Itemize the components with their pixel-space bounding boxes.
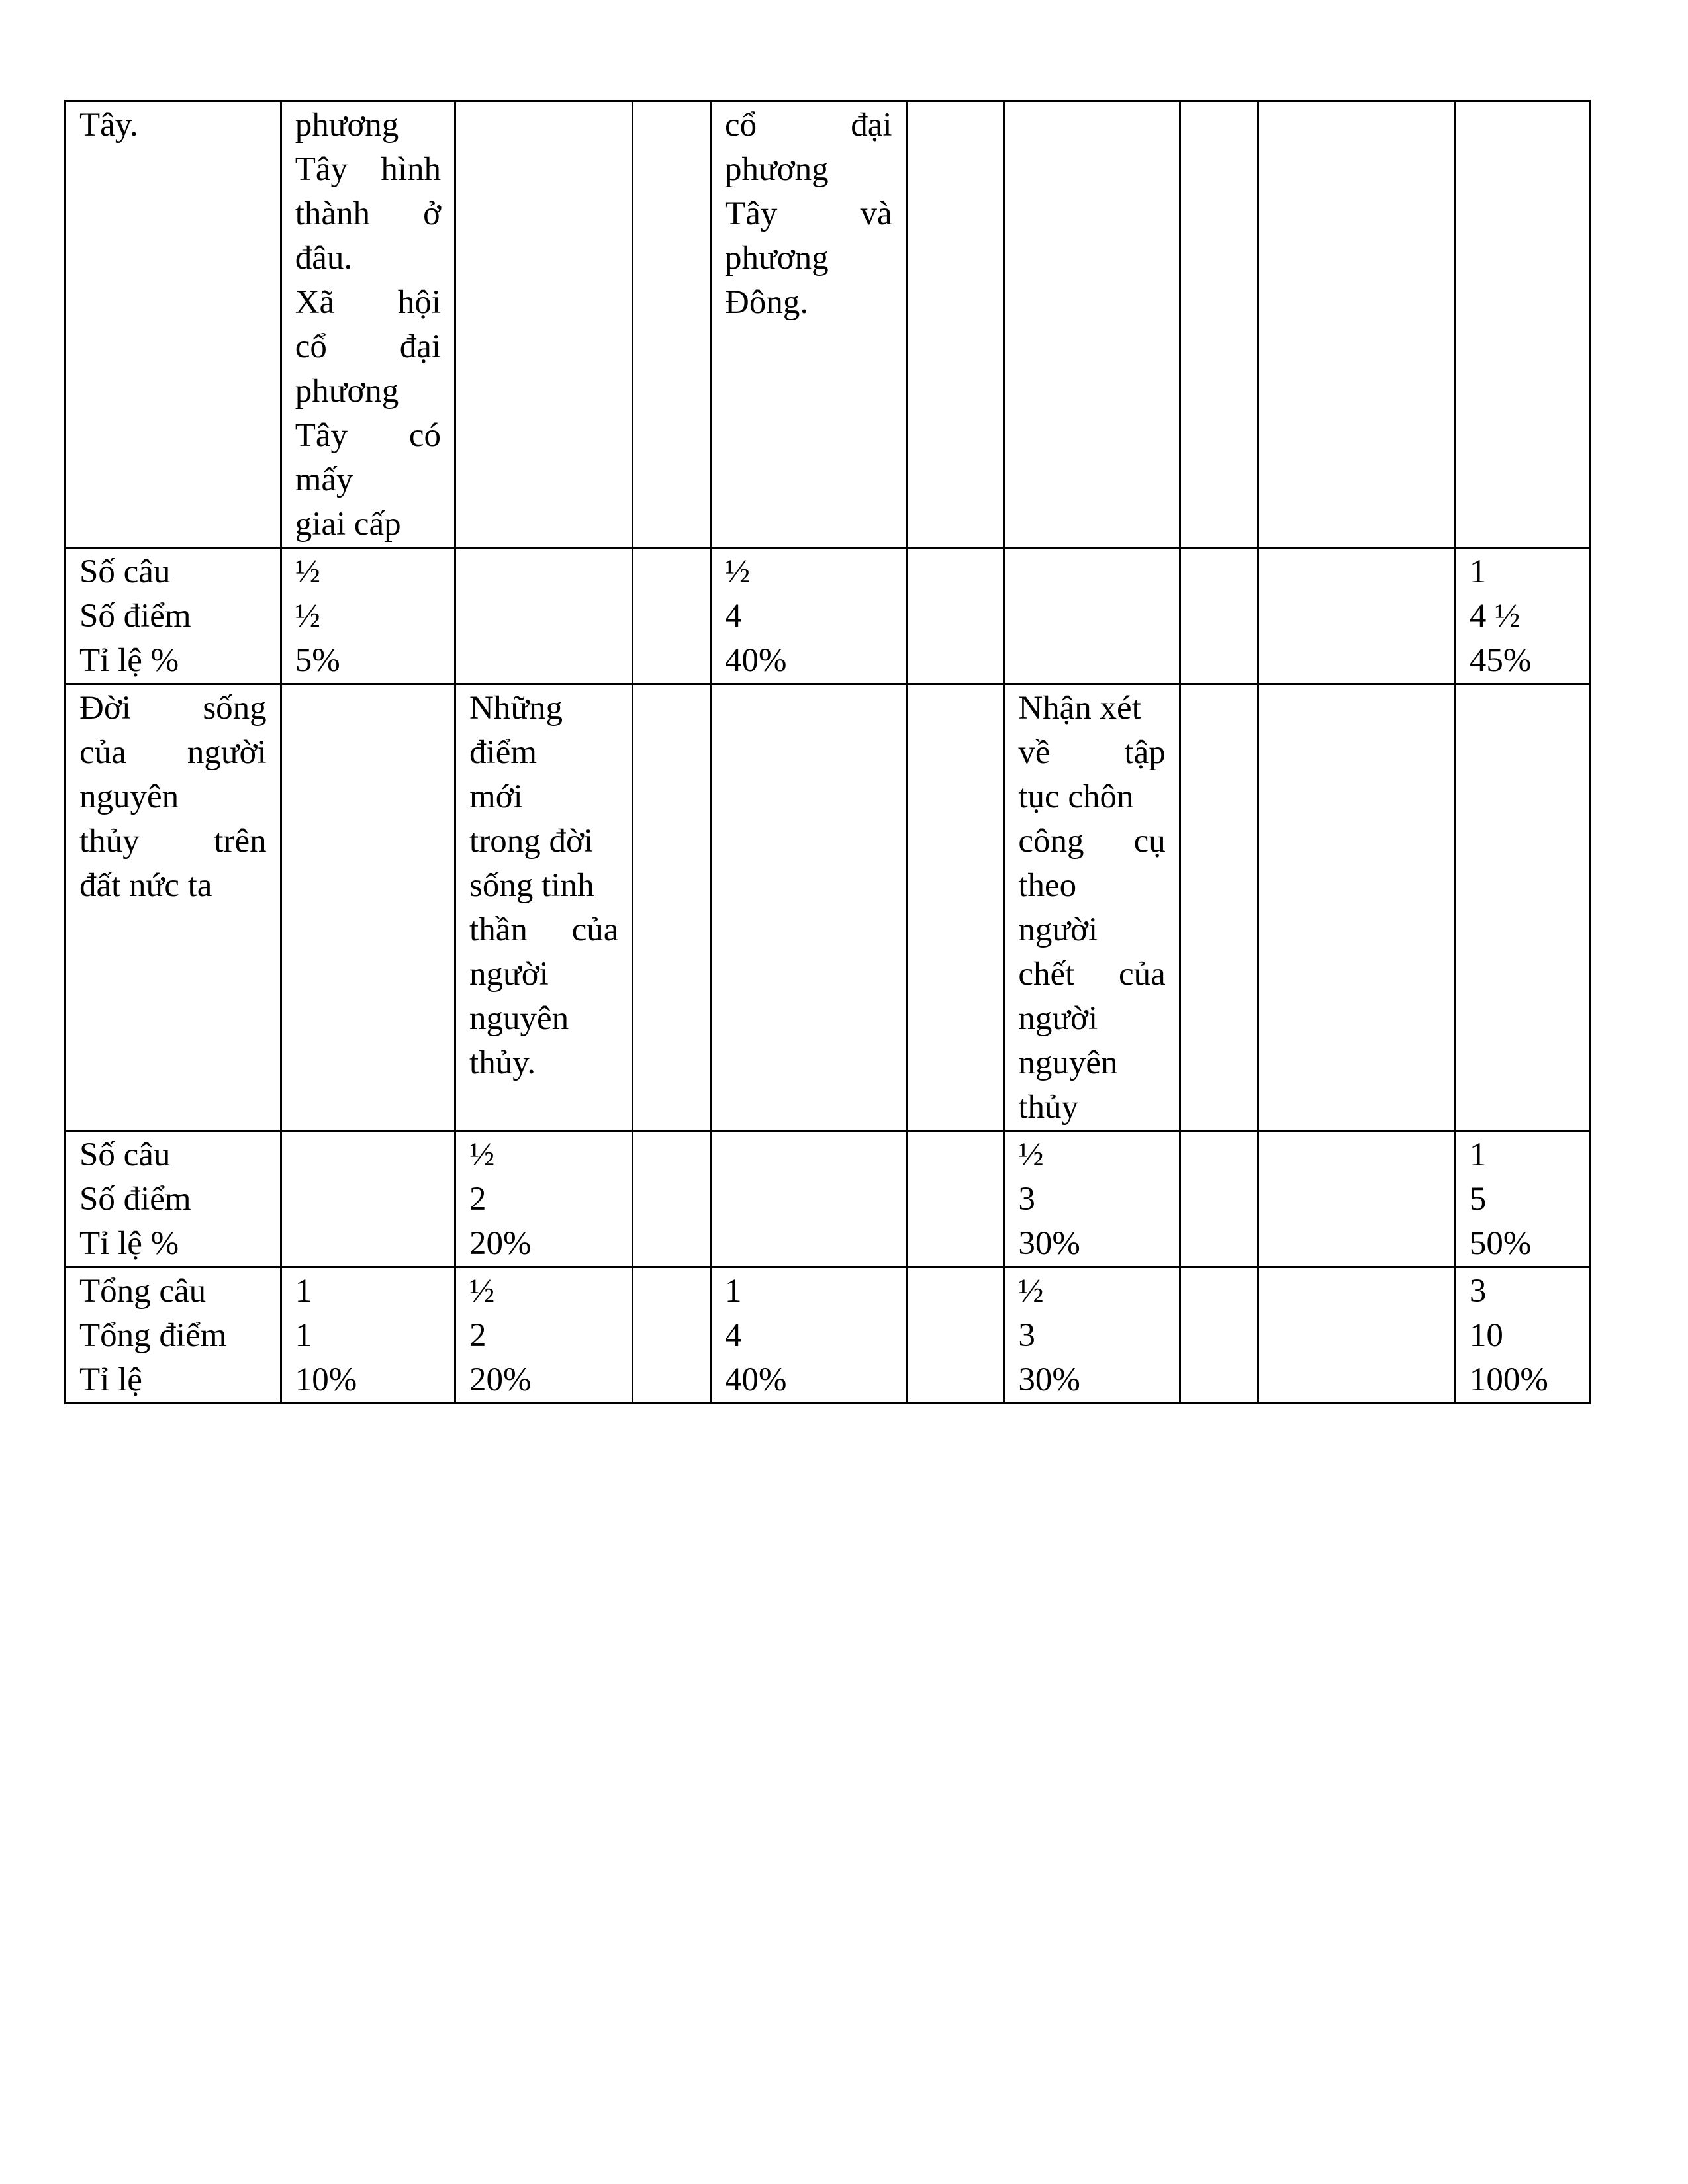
content-cell: phương Tây hình thành ở đâu. Xã hội cổ đại phương Tây có mấy giai cấp [281, 101, 455, 548]
empty-cell [633, 548, 711, 684]
empty-cell [633, 1267, 711, 1404]
empty-cell [455, 548, 633, 684]
content-cell: Nhận xét về tập tục chôn công cụ theo người chết của người nguyên thủy [1004, 684, 1180, 1131]
topic-row-western-ancient [66, 101, 1590, 548]
stats-label-cell: Số câu Số điểm Tỉ lệ % [66, 1131, 281, 1267]
stats-total-cell: 1 5 50% [1455, 1131, 1589, 1267]
topic-cell [66, 101, 281, 548]
empty-cell [633, 684, 711, 1131]
empty-cell [711, 684, 907, 1131]
empty-cell [281, 684, 455, 1131]
totals-label-cell: Tổng câu Tổng điểm Tỉ lệ [66, 1267, 281, 1404]
empty-cell [1258, 1267, 1456, 1404]
exam-matrix-table [64, 100, 1591, 1404]
totals-row [66, 1267, 1590, 1404]
empty-cell [1258, 684, 1456, 1131]
empty-cell [281, 1131, 455, 1267]
empty-cell [1258, 548, 1456, 684]
empty-cell [906, 1267, 1004, 1404]
empty-cell [1258, 101, 1456, 548]
empty-cell [1180, 548, 1258, 684]
empty-cell [455, 101, 633, 548]
stats-row [66, 548, 1590, 684]
stats-row [66, 1131, 1590, 1267]
empty-cell [1258, 1131, 1456, 1267]
content-cell: Những điểm mới trong đời sống tinh thần của người nguyên thủy. [455, 684, 633, 1131]
empty-cell [633, 101, 711, 548]
empty-cell [906, 684, 1004, 1131]
stats-label-cell: Số câu Số điểm Tỉ lệ % [66, 548, 281, 684]
empty-cell [906, 101, 1004, 548]
empty-cell [1180, 101, 1258, 548]
empty-cell [1455, 684, 1589, 1131]
empty-cell [1004, 101, 1180, 548]
empty-cell [711, 1131, 907, 1267]
empty-cell [1180, 1131, 1258, 1267]
empty-cell [906, 1131, 1004, 1267]
empty-cell [633, 1131, 711, 1267]
totals-cell: ½ 2 20% [455, 1267, 633, 1404]
content-cell: cổ đại phương Tây và phương Đông. [711, 101, 907, 548]
empty-cell [1455, 101, 1589, 548]
stats-cell: ½ 4 40% [711, 548, 907, 684]
stats-cell: ½ 2 20% [455, 1131, 633, 1267]
totals-total-cell: 3 10 100% [1455, 1267, 1589, 1404]
empty-cell [906, 548, 1004, 684]
empty-cell [1180, 684, 1258, 1131]
totals-cell: 1 4 40% [711, 1267, 907, 1404]
totals-cell: ½ 3 30% [1004, 1267, 1180, 1404]
topic-label: Tây. [79, 107, 138, 144]
totals-cell: 1 1 10% [281, 1267, 455, 1404]
empty-cell [1004, 548, 1180, 684]
stats-cell: ½ ½ 5% [281, 548, 455, 684]
topic-row-primitive-life [66, 684, 1590, 1131]
empty-cell [1180, 1267, 1258, 1404]
topic-cell: Đời sống của người nguyên thủy trên đất nức ta [66, 684, 281, 1131]
stats-cell: ½ 3 30% [1004, 1131, 1180, 1267]
stats-total-cell: 1 4 ½ 45% [1455, 548, 1589, 684]
